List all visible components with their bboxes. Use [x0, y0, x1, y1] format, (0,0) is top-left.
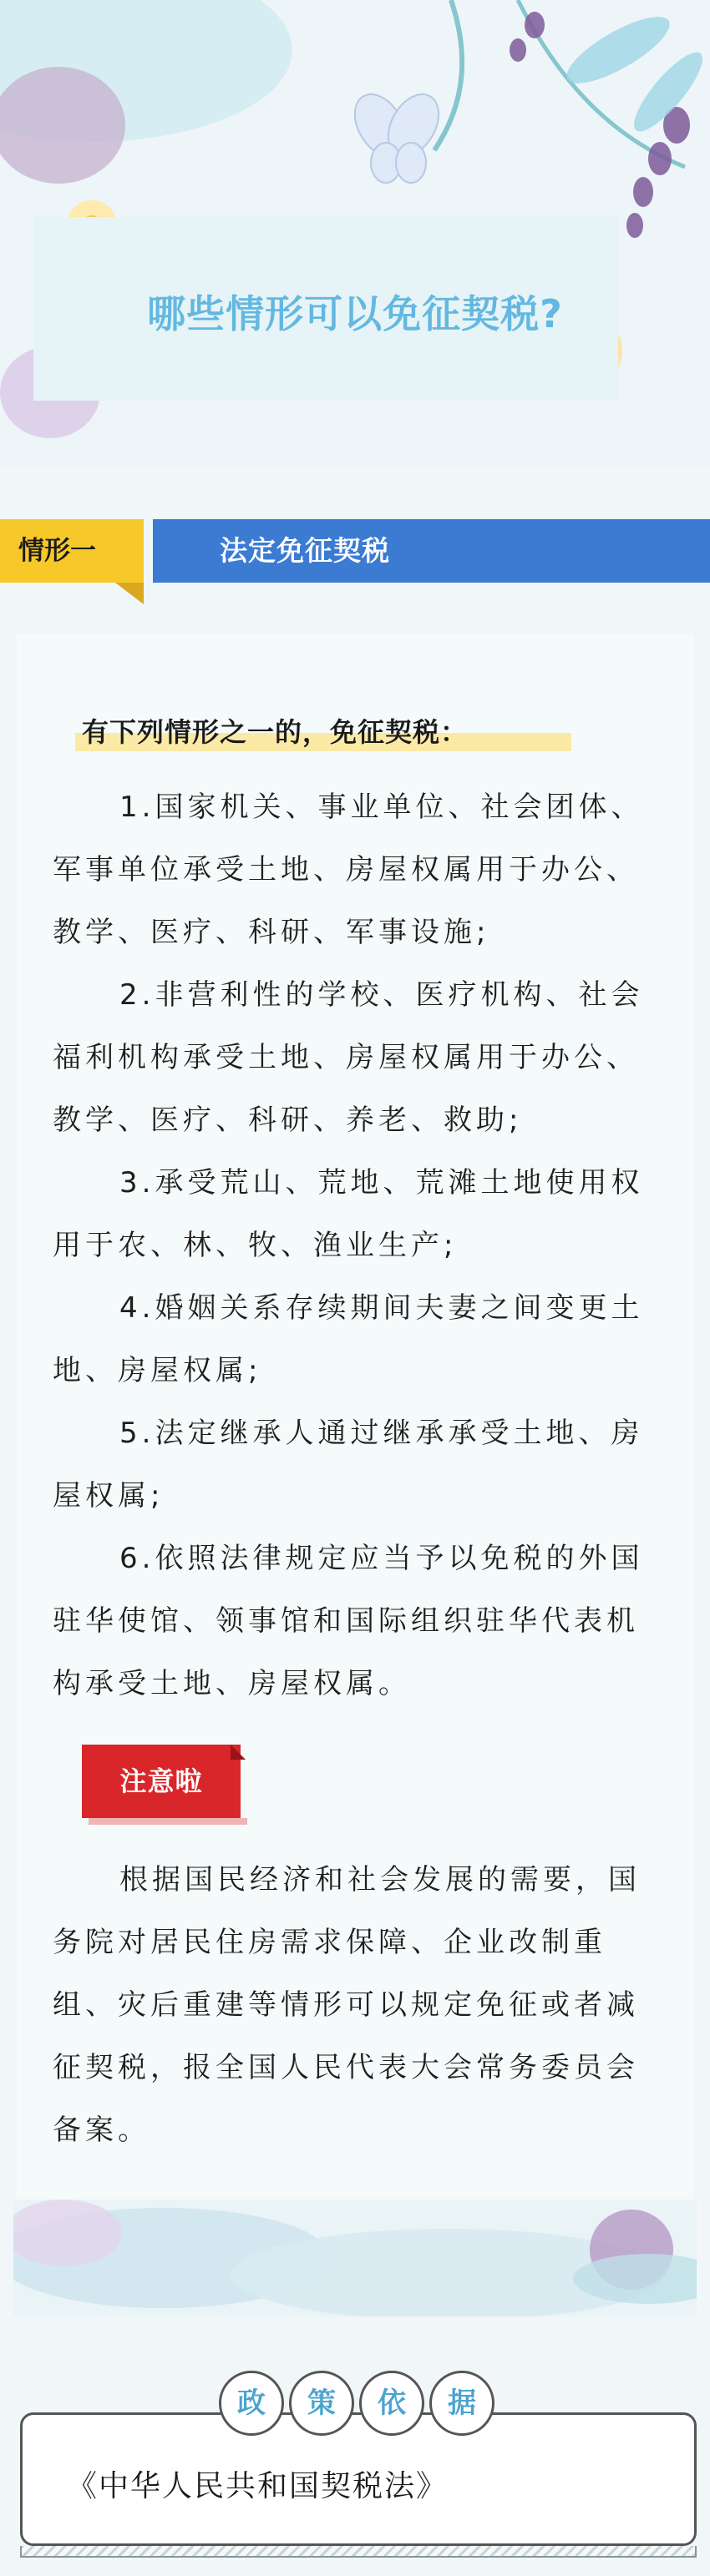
item-6: 6.依照法律规定应当予以免税的外国驻华使馆、领事馆和国际组织驻华代表机构承受土地、房屋权属。 — [53, 1542, 644, 1700]
policy-chip: 策 — [289, 2371, 354, 2436]
policy-chip: 依 — [359, 2371, 424, 2436]
footer-watercolor — [13, 2200, 697, 2316]
item-3: 3.承受荒山、荒地、荒滩土地使用权用于农、林、牧、渔业生产; — [53, 1166, 644, 1262]
policy-chip: 据 — [429, 2371, 494, 2436]
hero-banner — [0, 0, 710, 467]
item-1: 1.国家机关、事业单位、社会团体、军事单位承受土地、房屋权属用于办公、教学、医疗、科研、军事设施; — [53, 790, 644, 949]
item-4: 4.婚姻关系存续期间夫妻之间变更土地、房屋权属; — [53, 1291, 644, 1387]
item-5: 5.法定继承人通过继承承受土地、房屋权属; — [53, 1417, 644, 1513]
note-badge: 注意啦 — [82, 1745, 241, 1818]
policy-box-hatch — [20, 2546, 697, 2558]
note-badge-fold — [231, 1745, 246, 1760]
note-badge-wrap — [82, 1745, 249, 1828]
section-tag-fold — [115, 583, 144, 604]
page-title: 哪些情形可以免征契税? — [147, 291, 563, 336]
note-text: 根据国民经济和社会发展的需要，国务院对居民住房需求保障、企业改制重组、灾后重建等情形可以规定免征或者减征契税，报全国人民代表大会常务委员会备案。 — [53, 1863, 641, 2147]
section-tag: 情形一 — [0, 519, 144, 583]
lead-text: 有下列情形之一的，免征契税： — [82, 716, 469, 748]
section-title: 法定免征契税 — [153, 519, 710, 583]
policy-law: 《中华人民共和国契税法》 — [67, 2469, 449, 2503]
policy-chip: 政 — [219, 2371, 284, 2436]
note-badge-shadow — [89, 1818, 247, 1825]
item-2: 2.非营利性的学校、医疗机构、社会福利机构承受土地、房屋权属用于办公、教学、医疗、科研、养老、救助; — [53, 978, 644, 1137]
